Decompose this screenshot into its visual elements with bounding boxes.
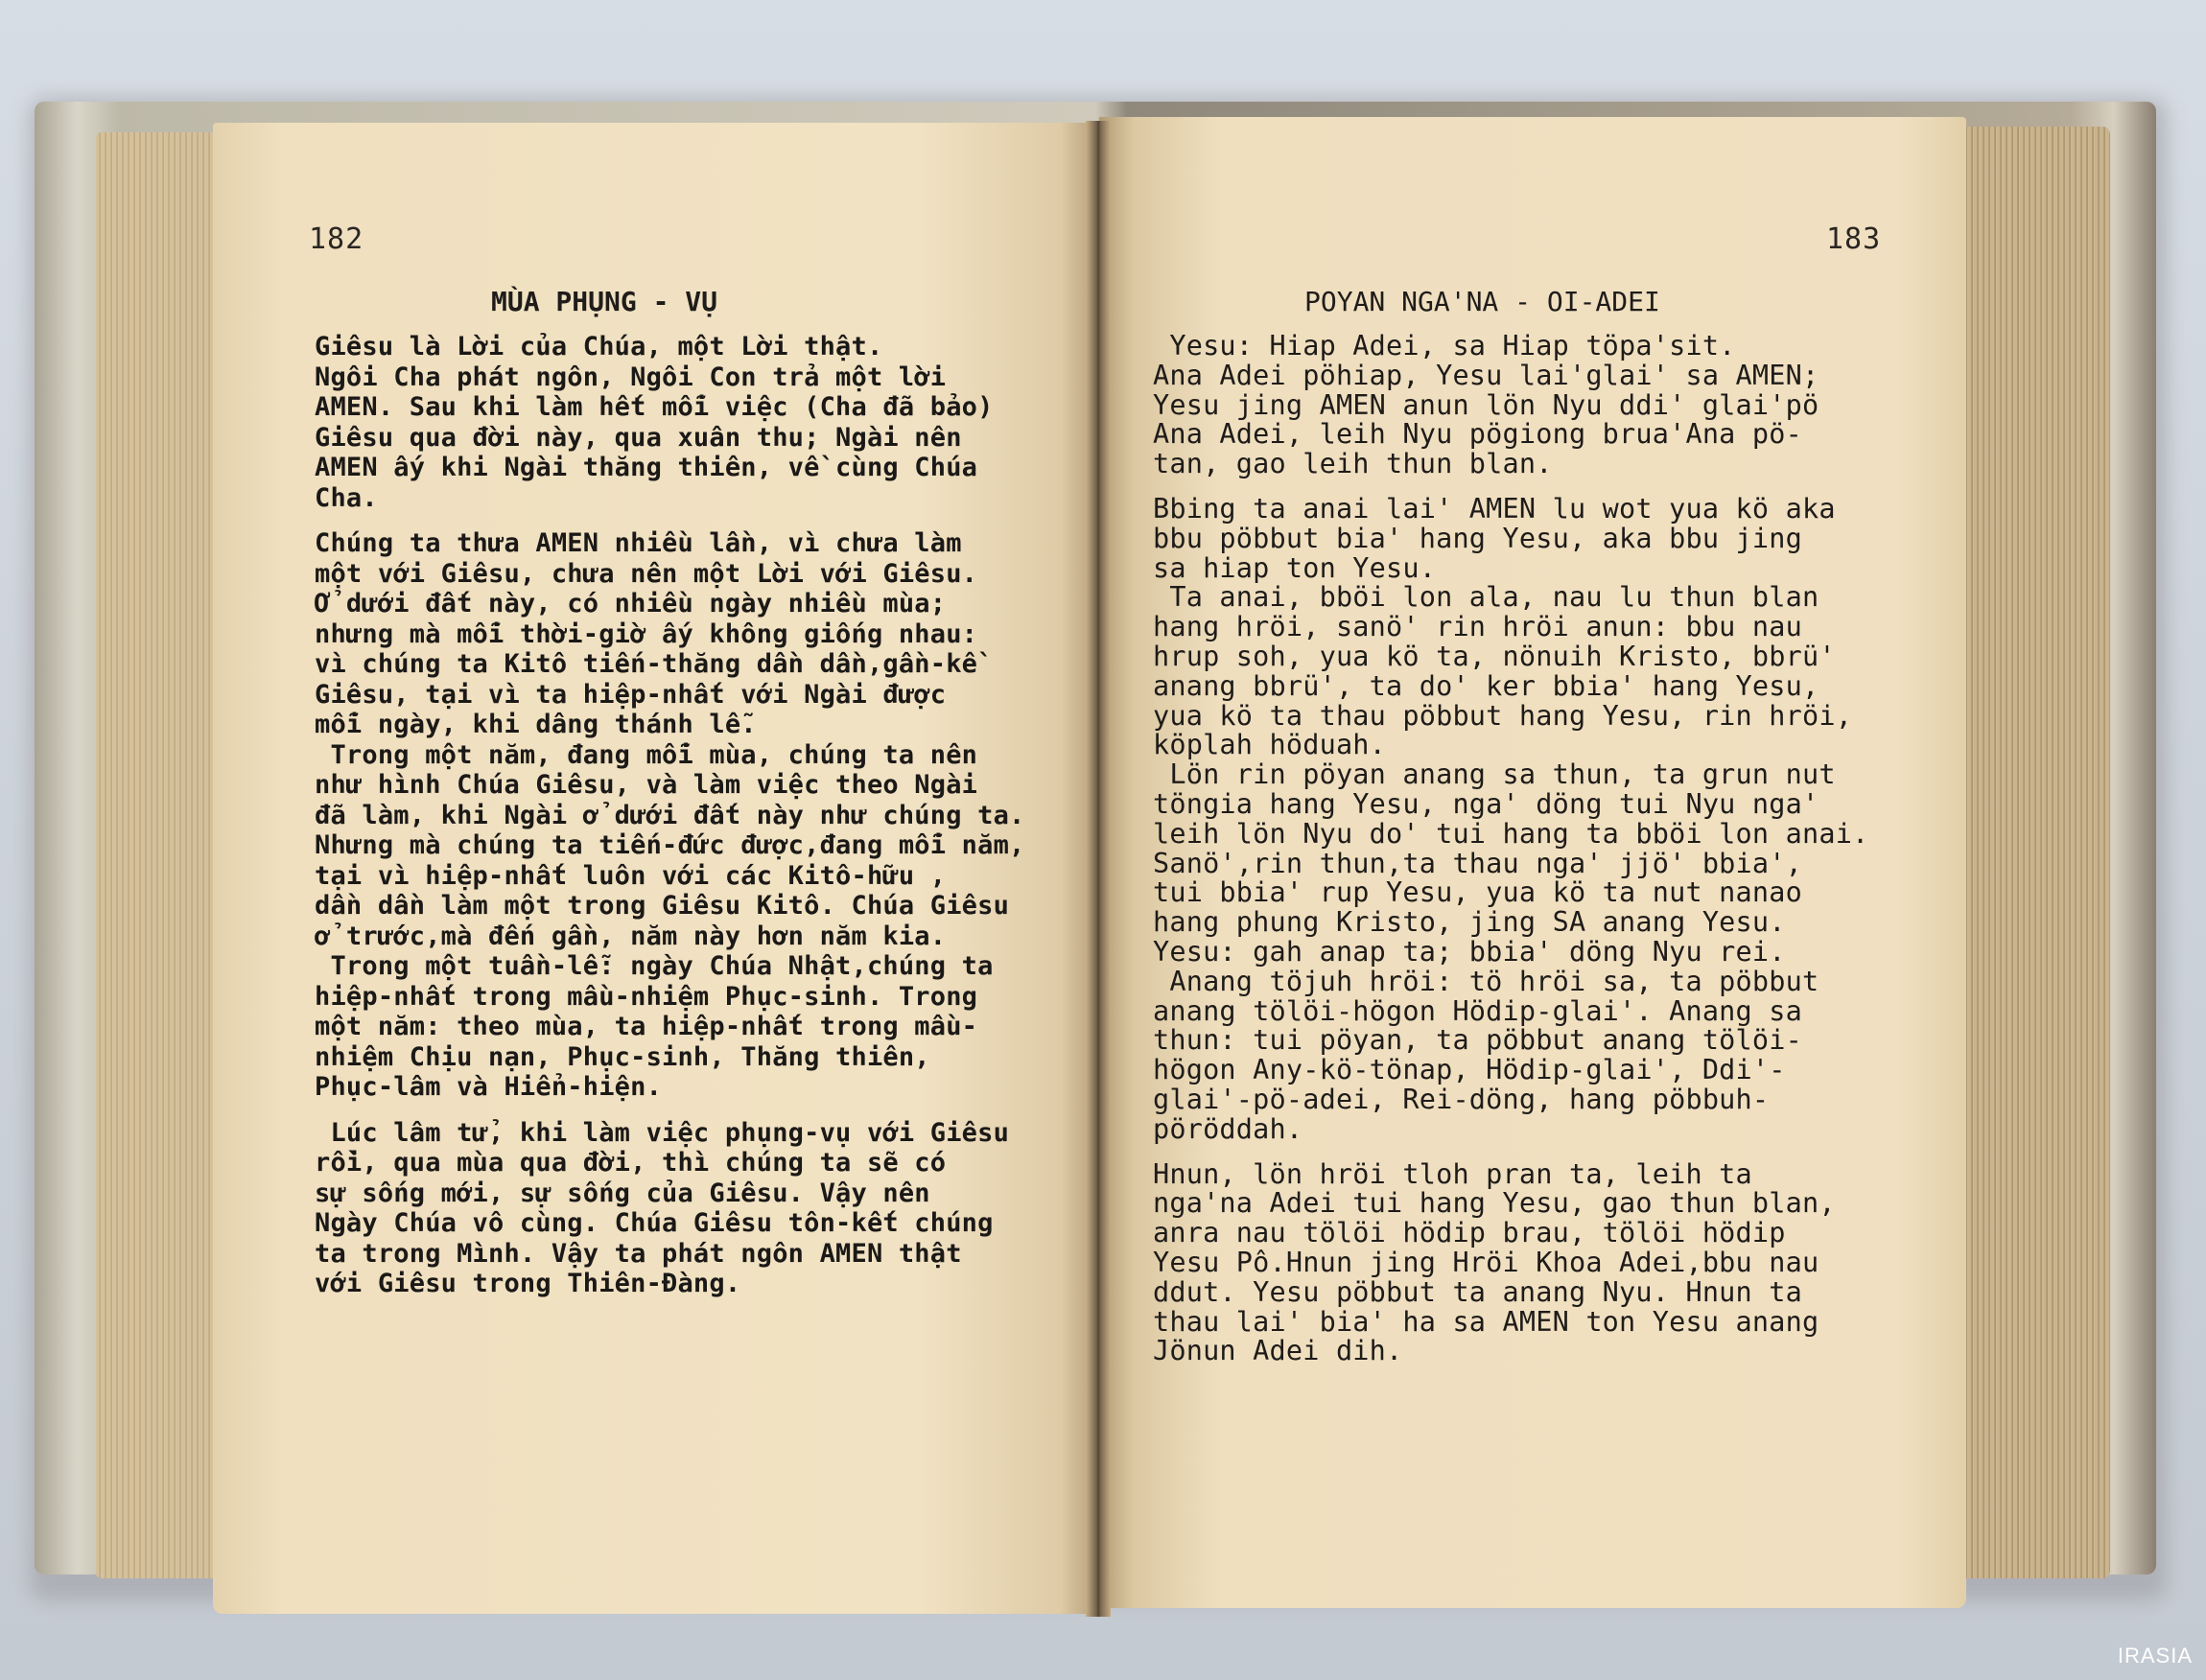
text-line: Trong một tuần-lễ: ngày Chúa Nhật,chúng ta xyxy=(315,951,994,981)
paragraph-gap xyxy=(315,513,1025,528)
text-line: Chúng ta thưa AMEN nhiều lần, vì chưa làm xyxy=(315,528,962,558)
text-line: Cha. xyxy=(315,482,378,513)
left-running-head: MÙA PHỤNG - VỤ xyxy=(491,286,718,317)
text-line: Sanö',rin thun,ta thau nga' jjö' bbia', xyxy=(1153,847,1802,879)
text-line: rồi, qua mùa qua đời, thì chúng ta sẽ có xyxy=(315,1148,947,1178)
text-line: Ana Adei, leih Nyu pögiong brua'Ana pö- xyxy=(1153,418,1802,451)
text-line: Trong một năm, đang mỗi mùa, chúng ta nên xyxy=(315,739,978,770)
text-line: Ana Adei pöhiap, Yesu lai'glai' sa AMEN; xyxy=(1153,359,1819,391)
text-line: thun: tui pöyan, ta pöbbut anang tölöi- xyxy=(1153,1024,1802,1057)
text-line: Giêsu qua đời này, qua xuân thu; Ngài nên xyxy=(315,422,962,453)
text-line: thau lai' bia' ha sa AMEN ton Yesu anang xyxy=(1153,1305,1819,1338)
text-line: bbu pöbbut bia' hang Yesu, aka bbu jing xyxy=(1153,522,1802,554)
text-line: Yesu: Hiap Adei, sa Hiap töpa'sit. xyxy=(1153,330,1736,362)
text-line: högon Any-kö-tönap, Hödip-glai', Ddi'- xyxy=(1153,1054,1786,1086)
text-line: Jönun Adei dih. xyxy=(1153,1335,1403,1367)
text-line: Ngôi Cha phát ngôn, Ngôi Con trả một lời xyxy=(315,362,947,392)
text-line: Yesu Pô.Hnun jing Hröi Khoa Adei,bbu nau xyxy=(1153,1246,1819,1278)
text-line: leih lön Nyu do' tui hang ta bböi lon anai. xyxy=(1153,817,1869,850)
text-line: vì chúng ta Kitô tiến-thăng dần dần,gần-kề xyxy=(315,649,978,679)
text-line: Ở dưới đất này, có nhiều ngày nhiều mùa; xyxy=(315,589,947,618)
text-line: ddut. Yesu pöbbut ta anang Nyu. Hnun ta xyxy=(1153,1275,1802,1308)
text-line: hang hröi, sanö' rin hröi anun: bbu nau xyxy=(1153,611,1802,643)
text-line: Ta anai, bböi lon ala, nau lu thun blan xyxy=(1153,581,1819,614)
text-line: Anang töjuh hröi: tö hröi sa, ta pöbbut xyxy=(1153,965,1819,997)
text-line: Lúc lâm tử, khi làm việc phụng-vụ với Giêsu xyxy=(315,1117,1010,1148)
text-line: mỗi ngày, khi dâng thánh lễ. xyxy=(315,710,757,739)
watermark: IRASIA xyxy=(2117,1644,2193,1668)
text-line: anang bbrü', ta do' ker bbia' hang Yesu, xyxy=(1153,669,1819,702)
text-line: glai'-pö-adei, Rei-döng, hang pöbbuh- xyxy=(1153,1083,1770,1115)
left-page-number: 182 xyxy=(309,222,364,256)
left-page-edges xyxy=(96,132,230,1578)
text-line: Bbing ta anai lai' AMEN lu wot yua kö aka xyxy=(1153,492,1836,525)
right-page-text xyxy=(1153,332,1868,1366)
text-line: töngia hang Yesu, nga' döng tui Nyu nga' xyxy=(1153,787,1819,820)
text-line: nhiệm Chịu nạn, Phục-sinh, Thăng thiên, xyxy=(315,1041,930,1072)
text-line: tan, gao leih thun blan. xyxy=(1153,448,1553,480)
text-line: yua kö ta thau pöbbut hang Yesu, rin hröi, xyxy=(1153,699,1853,732)
text-line: sa hiap ton Yesu. xyxy=(1153,551,1437,584)
text-line: AMEN. Sau khi làm hết mỗi việc (Cha đã bảo) xyxy=(315,392,994,422)
text-line: ở trước,mà đến gần, năm này hơn năm kia. xyxy=(315,921,947,951)
left-page-text xyxy=(315,332,1025,1299)
text-line: hrup soh, yua kö ta, nönuih Kristo, bbrü' xyxy=(1153,640,1836,672)
text-line: Ngày Chúa vô cùng. Chúa Giêsu tôn-kết chúng xyxy=(315,1208,994,1238)
text-line: đã làm, khi Ngài ở dưới đất này như chúng ta. xyxy=(315,800,1025,830)
text-line: Hnun, lön hröi tloh pran ta, leih ta xyxy=(1153,1157,1752,1190)
right-running-head: POYAN NGA'NA - OI-ADEI xyxy=(1304,286,1660,317)
text-line: như hình Chúa Giêsu, và làm việc theo Ngài xyxy=(315,770,978,800)
text-line: tui bbia' rup Yesu, yua kö ta nut nanao xyxy=(1153,876,1802,909)
text-line: với Giêsu trong Thiên-Đàng. xyxy=(315,1269,741,1298)
right-page-number: 183 xyxy=(1826,222,1882,256)
text-line: pöröddah. xyxy=(1153,1112,1303,1145)
text-line: köplah höduah. xyxy=(1153,729,1387,761)
book-gutter xyxy=(1086,121,1111,1617)
text-line: Nhưng mà chúng ta tiến-đức được,đang mỗi năm, xyxy=(315,830,1025,860)
text-line: một với Giêsu, chưa nên một Lời với Giêsu. xyxy=(315,558,978,589)
text-line: ta trong Mình. Vậy ta phát ngôn AMEN thật xyxy=(315,1238,962,1269)
paragraph-gap xyxy=(315,1103,1025,1118)
text-line: một năm: theo mùa, ta hiệp-nhất trong mầu- xyxy=(315,1012,978,1041)
text-line: AMEN ấy khi Ngài thăng thiên, về cùng Chúa xyxy=(315,453,978,482)
text-line: Giêsu là Lời của Chúa, một Lời thật. xyxy=(315,332,883,362)
text-line: Yesu jing AMEN anun lön Nyu ddi' glai'pö xyxy=(1153,388,1819,421)
text-line: Lön rin pöyan anang sa thun, ta grun nut xyxy=(1153,758,1836,791)
text-line: hang phung Kristo, jing SA anang Yesu. xyxy=(1153,906,1786,939)
text-line: sự sống mới, sự sống của Giêsu. Vậy nên xyxy=(315,1178,930,1208)
text-line: Phục-lâm và Hiển-hiện. xyxy=(315,1072,663,1102)
text-line: dần dần làm một trong Giêsu Kitô. Chúa Giêsu xyxy=(315,891,1010,921)
text-line: anang tölöi-högon Hödip-glai'. Anang sa xyxy=(1153,994,1802,1027)
text-line: Yesu: gah anap ta; bbia' döng Nyu rei. xyxy=(1153,935,1786,968)
text-line: tại vì hiệp-nhất luôn với các Kitô-hữu , xyxy=(315,860,947,891)
text-line: anra nau tölöi hödip brau, tölöi hödip xyxy=(1153,1217,1786,1249)
text-line: Giêsu, tại vì ta hiệp-nhất với Ngài được xyxy=(315,679,947,710)
text-line: nhưng mà mỗi thời-giờ ấy không giống nhau: xyxy=(315,618,978,649)
right-page-edges xyxy=(1957,127,2110,1578)
text-line: hiệp-nhất trong mầu-nhiệm Phục-sinh. Trong xyxy=(315,981,978,1012)
text-line: nga'na Adei tui hang Yesu, gao thun blan, xyxy=(1153,1187,1836,1220)
